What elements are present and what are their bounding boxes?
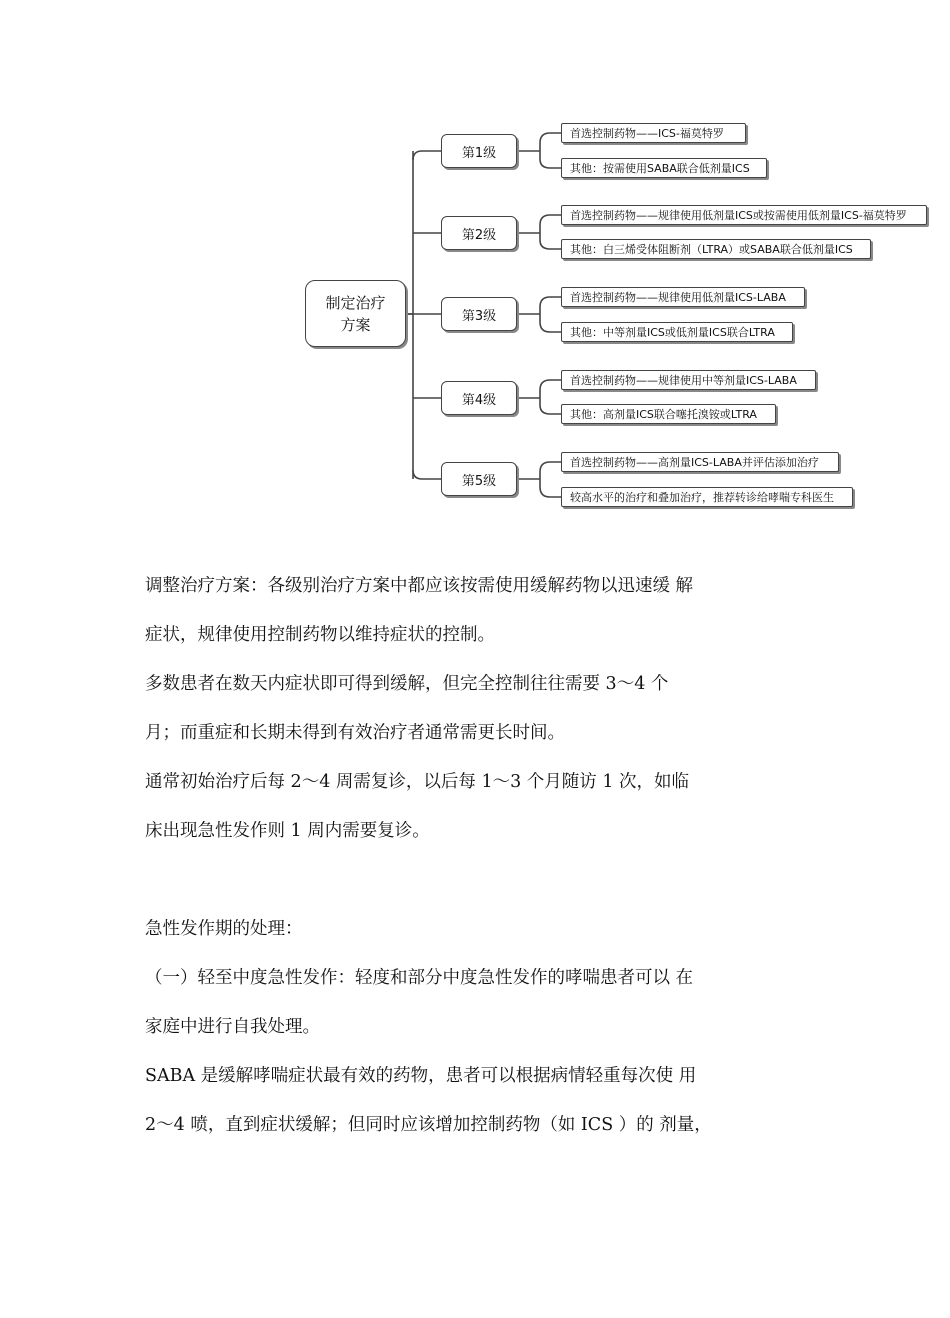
leaf-text: 其他：白三烯受体阻断剂（LTRA）或SABA联合低剂量ICS [570, 243, 853, 256]
text-line: 家庭中进行自我处理。 [145, 1017, 320, 1037]
level-4-label: 第4级 [461, 392, 497, 408]
level-1-other [561, 158, 767, 178]
leaf-text: 其他：按需使用SABA联合低剂量ICS [570, 162, 750, 175]
text-line: 调整治疗方案：各级别治疗方案中都应该按需使用缓解药物以迅速缓 解 [145, 576, 694, 596]
level-2-other [561, 239, 871, 259]
blank-line [145, 856, 825, 905]
level-4-other [561, 404, 776, 424]
leaf-text: 首选控制药物——规律使用低剂量ICS-LABA [570, 291, 786, 304]
level-1-node [441, 134, 517, 168]
text-line: 通常初始治疗后每 2〜4 周需复诊，以后每 1〜3 个月随访 1 次，如临 [145, 772, 690, 792]
treatment-mindmap [0, 0, 950, 540]
text-line: 多数患者在数天内症状即可得到缓解，但完全控制往往需要 3〜4 个 [145, 674, 669, 694]
level-3-other [561, 322, 793, 342]
text-line: 月；而重症和长期未得到有效治疗者通常需更长时间。 [145, 723, 565, 743]
level-2-preferred [561, 205, 927, 225]
level-5-other [561, 487, 853, 507]
leaf-text: 较高水平的治疗和叠加治疗，推荐转诊给哮喘专科医生 [570, 491, 834, 504]
body-text [145, 562, 825, 1150]
leaf-text: 首选控制药物——ICS-福莫特罗 [570, 127, 724, 140]
level-4-preferred [561, 370, 816, 390]
leaf-text: 其他：中等剂量ICS或低剂量ICS联合LTRA [570, 326, 775, 339]
leaf-text: 首选控制药物——高剂量ICS-LABA并评估添加治疗 [570, 456, 819, 469]
root-label: 制定治疗方案 [325, 293, 386, 334]
level-4-node [441, 381, 517, 415]
level-3-node [441, 297, 517, 331]
level-5-preferred [561, 452, 839, 472]
text-line: （一）轻至中度急性发作：轻度和部分中度急性发作的哮喘患者可以 在 [145, 968, 694, 988]
level-1-preferred [561, 123, 746, 143]
root-node [305, 280, 406, 347]
section-heading: 急性发作期的处理： [145, 919, 303, 939]
text-line: 症状，规律使用控制药物以维持症状的控制。 [145, 625, 495, 645]
leaf-text: 其他：高剂量ICS联合噻托溴铵或LTRA [570, 408, 757, 421]
text-line: SABA 是缓解哮喘症状最有效的药物，患者可以根据病情轻重每次使 用 [145, 1066, 697, 1086]
level-3-preferred [561, 287, 805, 307]
level-2-node [441, 216, 517, 250]
text-line: 床出现急性发作则 1 周内需要复诊。 [145, 821, 430, 841]
text-line: 2〜4 喷，直到症状缓解；但同时应该增加控制药物（如 ICS ）的 剂量， [145, 1115, 712, 1135]
level-3-label: 第3级 [461, 308, 497, 324]
level-2-label: 第2级 [461, 227, 497, 243]
leaf-text: 首选控制药物——规律使用低剂量ICS或按需使用低剂量ICS-福莫特罗 [570, 209, 907, 222]
leaf-text: 首选控制药物——规律使用中等剂量ICS-LABA [570, 374, 797, 387]
level-5-label: 第5级 [461, 473, 497, 489]
level-1-label: 第1级 [461, 145, 497, 161]
level-5-node [441, 462, 517, 496]
